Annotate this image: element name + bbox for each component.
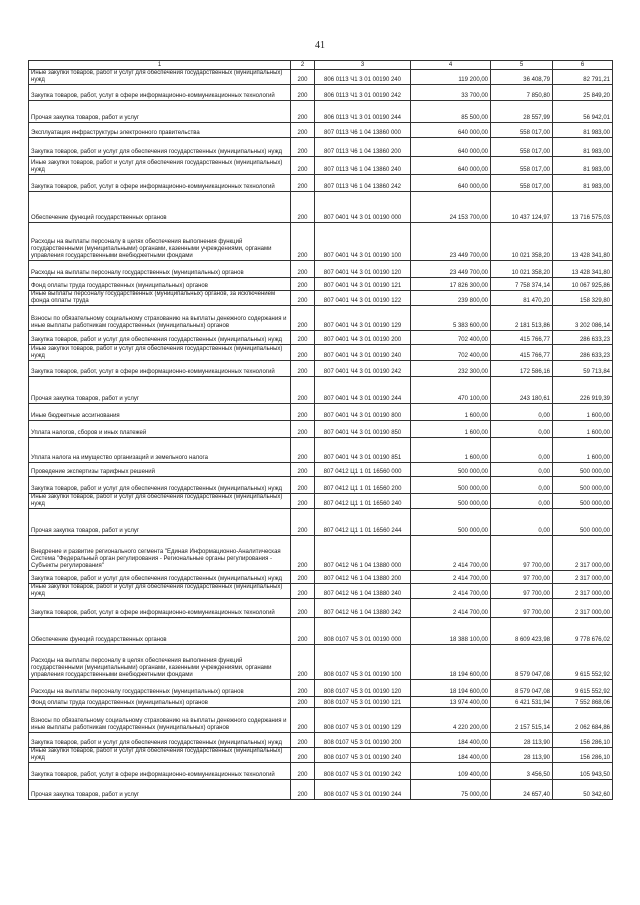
- row-name-cell: Взносы по обязательному социальному страхованию на выплаты денежного содержания и иные выплаты работникам государственных (муниципальных) органов: [29, 708, 291, 733]
- row-plan-cell: 18 194 600,00: [411, 645, 491, 680]
- row-name-cell: Прочая закупка товаров, работ и услуг: [29, 509, 291, 536]
- row-code-cell: 200: [291, 494, 315, 509]
- table-row: [29, 748, 613, 763]
- row-plan-cell: 232 300,00: [411, 361, 491, 377]
- table-row: [29, 223, 613, 261]
- row-fact-cell: 6 421 531,94: [491, 697, 553, 708]
- row-fact-cell: 10 021 358,20: [491, 261, 553, 278]
- row-remainder-cell: 286 633,23: [553, 345, 613, 361]
- row-plan-cell: 5 383 600,00: [411, 306, 491, 331]
- table-row: [29, 361, 613, 377]
- row-fact-cell: 7 850,80: [491, 85, 553, 101]
- row-code-cell: 200: [291, 463, 315, 477]
- row-fact-cell: 10 021 358,20: [491, 223, 553, 261]
- row-plan-cell: 500 000,00: [411, 463, 491, 477]
- row-name-cell: Обеспечение функций государственных органов: [29, 618, 291, 645]
- row-fact-cell: 3 456,50: [491, 763, 553, 780]
- row-fact-cell: 8 609 423,98: [491, 618, 553, 645]
- table-row: [29, 421, 613, 438]
- row-fact-cell: 0,00: [491, 421, 553, 438]
- row-remainder-cell: 2 317 000,00: [553, 599, 613, 618]
- row-kbk-cell: 807 0401 Ч4 3 01 00190 129: [315, 306, 411, 331]
- row-fact-cell: 0,00: [491, 494, 553, 509]
- row-kbk-cell: 807 0412 Ч6 1 04 13880 000: [315, 536, 411, 571]
- row-name-cell: Закупка товаров, работ и услуг для обеспечения государственных (муниципальных) нужд: [29, 571, 291, 584]
- row-kbk-cell: 807 0401 Ч4 3 01 00190 242: [315, 361, 411, 377]
- row-code-cell: 200: [291, 584, 315, 599]
- row-code-cell: 200: [291, 101, 315, 123]
- row-plan-cell: 24 153 700,00: [411, 192, 491, 223]
- row-code-cell: 200: [291, 748, 315, 763]
- row-code-cell: 200: [291, 763, 315, 780]
- row-kbk-cell: 808 0107 Ч5 3 01 00190 100: [315, 645, 411, 680]
- row-remainder-cell: 3 202 086,14: [553, 306, 613, 331]
- row-code-cell: 200: [291, 361, 315, 377]
- table-row: [29, 599, 613, 618]
- row-fact-cell: 24 657,40: [491, 780, 553, 800]
- row-remainder-cell: 9 778 676,02: [553, 618, 613, 645]
- table-row: [29, 733, 613, 748]
- column-header: 1: [29, 61, 291, 70]
- table-row: [29, 645, 613, 680]
- row-code-cell: 200: [291, 291, 315, 306]
- row-kbk-cell: 807 0113 Ч6 1 04 13860 000: [315, 123, 411, 138]
- column-header: 3: [315, 61, 411, 70]
- table-row: [29, 477, 613, 494]
- row-kbk-cell: 807 0401 Ч4 3 01 00190 122: [315, 291, 411, 306]
- row-kbk-cell: 808 0107 Ч5 3 01 00190 121: [315, 697, 411, 708]
- row-remainder-cell: 81 983,00: [553, 175, 613, 192]
- table-row: [29, 331, 613, 345]
- row-remainder-cell: 156 286,10: [553, 733, 613, 748]
- row-kbk-cell: 808 0107 Ч5 3 01 00190 120: [315, 680, 411, 697]
- row-kbk-cell: 807 0412 Ц1 1 01 16560 200: [315, 477, 411, 494]
- row-code-cell: 200: [291, 733, 315, 748]
- column-header: 6: [553, 61, 613, 70]
- row-plan-cell: 23 449 700,00: [411, 261, 491, 278]
- row-remainder-cell: 500 000,00: [553, 463, 613, 477]
- row-plan-cell: 702 400,00: [411, 345, 491, 361]
- row-code-cell: 200: [291, 571, 315, 584]
- row-remainder-cell: 82 791,21: [553, 70, 613, 85]
- row-plan-cell: 2 414 700,00: [411, 571, 491, 584]
- row-code-cell: 200: [291, 138, 315, 157]
- row-plan-cell: 2 414 700,00: [411, 536, 491, 571]
- row-name-cell: Расходы на выплаты персоналу в целях обеспечения выполнения функций государственными (муниципальными) органами, казенными учреждениями, органами управления государственными внебюджетными фондами: [29, 645, 291, 680]
- row-plan-cell: 500 000,00: [411, 494, 491, 509]
- row-code-cell: 200: [291, 421, 315, 438]
- row-plan-cell: 640 000,00: [411, 138, 491, 157]
- table-row: [29, 291, 613, 306]
- row-kbk-cell: 807 0412 Ц1 1 01 16560 240: [315, 494, 411, 509]
- table-row: [29, 618, 613, 645]
- row-code-cell: 200: [291, 261, 315, 278]
- row-code-cell: 200: [291, 697, 315, 708]
- row-remainder-cell: 105 943,50: [553, 763, 613, 780]
- row-fact-cell: 28 113,90: [491, 748, 553, 763]
- row-code-cell: 200: [291, 85, 315, 101]
- row-code-cell: 200: [291, 599, 315, 618]
- row-plan-cell: 640 000,00: [411, 175, 491, 192]
- row-plan-cell: 500 000,00: [411, 477, 491, 494]
- row-kbk-cell: 807 0113 Ч6 1 04 13860 240: [315, 157, 411, 175]
- row-plan-cell: 184 400,00: [411, 733, 491, 748]
- row-plan-cell: 640 000,00: [411, 157, 491, 175]
- table-row: [29, 494, 613, 509]
- table-row: [29, 509, 613, 536]
- row-code-cell: 200: [291, 509, 315, 536]
- table-row: [29, 306, 613, 331]
- row-code-cell: 200: [291, 278, 315, 291]
- row-code-cell: 200: [291, 438, 315, 463]
- row-name-cell: Закупка товаров, работ и услуг для обеспечения государственных (муниципальных) нужд: [29, 477, 291, 494]
- row-remainder-cell: 1 600,00: [553, 404, 613, 421]
- row-code-cell: 200: [291, 404, 315, 421]
- table-row: [29, 261, 613, 278]
- table-row: [29, 278, 613, 291]
- row-kbk-cell: 807 0412 Ц1 1 01 16560 244: [315, 509, 411, 536]
- row-plan-cell: 239 800,00: [411, 291, 491, 306]
- row-name-cell: Эксплуатация инфраструктуры электронного правительства: [29, 123, 291, 138]
- row-fact-cell: 28 113,90: [491, 733, 553, 748]
- row-plan-cell: 109 400,00: [411, 763, 491, 780]
- table-row: [29, 70, 613, 85]
- row-kbk-cell: 807 0401 Ч4 3 01 00190 121: [315, 278, 411, 291]
- table-row: [29, 780, 613, 800]
- row-name-cell: Иные закупки товаров, работ и услуг для обеспечения государственных (муниципальных) нужд: [29, 748, 291, 763]
- row-plan-cell: 1 600,00: [411, 421, 491, 438]
- row-name-cell: Иные закупки товаров, работ и услуг для обеспечения государственных (муниципальных) нужд: [29, 494, 291, 509]
- row-plan-cell: 2 414 700,00: [411, 599, 491, 618]
- row-code-cell: 200: [291, 645, 315, 680]
- row-name-cell: Закупка товаров, работ, услуг в сфере информационно-коммуникационных технологий: [29, 763, 291, 780]
- row-fact-cell: 558 017,00: [491, 157, 553, 175]
- row-fact-cell: 0,00: [491, 477, 553, 494]
- row-plan-cell: 33 700,00: [411, 85, 491, 101]
- row-name-cell: Закупка товаров, работ и услуг для обеспечения государственных (муниципальных) нужд: [29, 733, 291, 748]
- table-row: [29, 345, 613, 361]
- table-row: [29, 584, 613, 599]
- row-kbk-cell: 807 0401 Ч4 3 01 00190 240: [315, 345, 411, 361]
- row-remainder-cell: 13 428 341,80: [553, 223, 613, 261]
- row-kbk-cell: 808 0107 Ч5 3 01 00190 000: [315, 618, 411, 645]
- row-name-cell: Иные бюджетные ассигнования: [29, 404, 291, 421]
- row-fact-cell: 10 437 124,97: [491, 192, 553, 223]
- table-row: [29, 571, 613, 584]
- row-name-cell: Уплата налога на имущество организаций и земельного налога: [29, 438, 291, 463]
- row-kbk-cell: 808 0107 Ч5 3 01 00190 129: [315, 708, 411, 733]
- row-code-cell: 200: [291, 192, 315, 223]
- row-remainder-cell: 2 317 000,00: [553, 536, 613, 571]
- row-kbk-cell: 808 0107 Ч5 3 01 00190 200: [315, 733, 411, 748]
- row-fact-cell: 415 766,77: [491, 345, 553, 361]
- row-name-cell: Прочая закупка товаров, работ и услуг: [29, 101, 291, 123]
- row-plan-cell: 119 200,00: [411, 70, 491, 85]
- table-row: [29, 680, 613, 697]
- row-remainder-cell: 9 615 552,92: [553, 645, 613, 680]
- row-kbk-cell: 807 0401 Ч4 3 01 00190 244: [315, 377, 411, 404]
- row-remainder-cell: 10 067 925,86: [553, 278, 613, 291]
- row-plan-cell: 75 000,00: [411, 780, 491, 800]
- row-kbk-cell: 808 0107 Ч5 3 01 00190 244: [315, 780, 411, 800]
- row-fact-cell: 0,00: [491, 463, 553, 477]
- row-name-cell: Проведение экспертизы тарифных решений: [29, 463, 291, 477]
- row-fact-cell: 8 579 047,08: [491, 680, 553, 697]
- row-plan-cell: 13 974 400,00: [411, 697, 491, 708]
- row-fact-cell: 415 766,77: [491, 331, 553, 345]
- row-fact-cell: 2 157 515,14: [491, 708, 553, 733]
- row-name-cell: Закупка товаров, работ, услуг в сфере информационно-коммуникационных технологий: [29, 85, 291, 101]
- row-name-cell: Расходы на выплаты персоналу государственных (муниципальных) органов: [29, 261, 291, 278]
- table-row: [29, 763, 613, 780]
- row-name-cell: Фонд оплаты труда государственных (муниципальных) органов: [29, 697, 291, 708]
- row-fact-cell: 97 700,00: [491, 599, 553, 618]
- row-code-cell: 200: [291, 123, 315, 138]
- row-name-cell: Иные выплаты персоналу государственных (муниципальных) органов, за исключением фонда оплаты труда: [29, 291, 291, 306]
- row-remainder-cell: 7 552 868,06: [553, 697, 613, 708]
- row-name-cell: Прочая закупка товаров, работ и услуг: [29, 377, 291, 404]
- row-code-cell: 200: [291, 708, 315, 733]
- row-code-cell: 200: [291, 536, 315, 571]
- row-code-cell: 200: [291, 175, 315, 192]
- row-kbk-cell: 807 0401 Ч4 3 01 00190 120: [315, 261, 411, 278]
- row-remainder-cell: 1 600,00: [553, 438, 613, 463]
- row-kbk-cell: 806 0113 Ч1 3 01 00190 240: [315, 70, 411, 85]
- table-row: [29, 404, 613, 421]
- row-remainder-cell: 500 000,00: [553, 477, 613, 494]
- row-kbk-cell: 808 0107 Ч5 3 01 00190 240: [315, 748, 411, 763]
- row-fact-cell: 81 470,20: [491, 291, 553, 306]
- row-remainder-cell: 50 342,60: [553, 780, 613, 800]
- page-number: 41: [315, 40, 325, 51]
- row-kbk-cell: 807 0412 Ч6 1 04 13880 242: [315, 599, 411, 618]
- row-plan-cell: 18 194 600,00: [411, 680, 491, 697]
- row-code-cell: 200: [291, 223, 315, 261]
- row-remainder-cell: 59 713,84: [553, 361, 613, 377]
- row-remainder-cell: 25 849,20: [553, 85, 613, 101]
- row-name-cell: Иные закупки товаров, работ и услуг для обеспечения государственных (муниципальных) нужд: [29, 70, 291, 85]
- row-kbk-cell: 807 0412 Ч6 1 04 13880 240: [315, 584, 411, 599]
- table-row: [29, 438, 613, 463]
- row-name-cell: Закупка товаров, работ и услуг для обеспечения государственных (муниципальных) нужд: [29, 331, 291, 345]
- row-code-cell: 200: [291, 680, 315, 697]
- row-plan-cell: 4 220 200,00: [411, 708, 491, 733]
- row-name-cell: Иные закупки товаров, работ и услуг для обеспечения государственных (муниципальных) нужд: [29, 584, 291, 599]
- row-fact-cell: 172 586,16: [491, 361, 553, 377]
- row-kbk-cell: 807 0113 Ч6 1 04 13860 200: [315, 138, 411, 157]
- row-kbk-cell: 807 0401 Ч4 3 01 00190 850: [315, 421, 411, 438]
- row-fact-cell: 2 181 513,86: [491, 306, 553, 331]
- row-name-cell: Иные закупки товаров, работ и услуг для обеспечения государственных (муниципальных) нужд: [29, 157, 291, 175]
- row-fact-cell: 97 700,00: [491, 536, 553, 571]
- row-fact-cell: 97 700,00: [491, 571, 553, 584]
- row-remainder-cell: 56 942,01: [553, 101, 613, 123]
- row-code-cell: 200: [291, 70, 315, 85]
- row-name-cell: Обеспечение функций государственных органов: [29, 192, 291, 223]
- row-kbk-cell: 807 0412 Ч6 1 04 13880 200: [315, 571, 411, 584]
- row-code-cell: 200: [291, 331, 315, 345]
- row-name-cell: Закупка товаров, работ, услуг в сфере информационно-коммуникационных технологий: [29, 361, 291, 377]
- row-fact-cell: 0,00: [491, 404, 553, 421]
- row-fact-cell: 8 579 047,08: [491, 645, 553, 680]
- row-name-cell: Расходы на выплаты персоналу государственных (муниципальных) органов: [29, 680, 291, 697]
- row-remainder-cell: 81 983,00: [553, 157, 613, 175]
- row-remainder-cell: 2 317 000,00: [553, 584, 613, 599]
- row-fact-cell: 7 758 374,14: [491, 278, 553, 291]
- row-remainder-cell: 226 919,39: [553, 377, 613, 404]
- row-plan-cell: 17 826 300,00: [411, 278, 491, 291]
- row-remainder-cell: 158 329,80: [553, 291, 613, 306]
- row-remainder-cell: 286 633,23: [553, 331, 613, 345]
- row-name-cell: Расходы на выплаты персоналу в целях обеспечения выполнения функций государственными (муниципальными) органами, казенными учреждениями, органами управления государственными внебюджетными фондами: [29, 223, 291, 261]
- row-fact-cell: 243 180,61: [491, 377, 553, 404]
- row-plan-cell: 1 600,00: [411, 438, 491, 463]
- row-fact-cell: 558 017,00: [491, 123, 553, 138]
- row-kbk-cell: 807 0412 Ц1 1 01 16560 000: [315, 463, 411, 477]
- table-row: [29, 101, 613, 123]
- row-name-cell: Внедрение и развитие регионального сегмента "Единая Информационно-Аналитическая Система "Федеральный орган регулирования - Региональные органы регулирования - Субъекты регулирования": [29, 536, 291, 571]
- row-fact-cell: 558 017,00: [491, 138, 553, 157]
- row-remainder-cell: 156 286,10: [553, 748, 613, 763]
- row-kbk-cell: 807 0401 Ч4 3 01 00190 851: [315, 438, 411, 463]
- row-plan-cell: 640 000,00: [411, 123, 491, 138]
- row-kbk-cell: 808 0107 Ч5 3 01 00190 242: [315, 763, 411, 780]
- table-row: [29, 377, 613, 404]
- row-remainder-cell: 81 983,00: [553, 138, 613, 157]
- row-fact-cell: 36 408,79: [491, 70, 553, 85]
- table-row: [29, 123, 613, 138]
- row-kbk-cell: 807 0401 Ч4 3 01 00190 000: [315, 192, 411, 223]
- row-kbk-cell: 807 0401 Ч4 3 01 00190 800: [315, 404, 411, 421]
- table-row: [29, 536, 613, 571]
- budget-table: [28, 60, 613, 800]
- column-header: 4: [411, 61, 491, 70]
- row-kbk-cell: 806 0113 Ч1 3 01 00190 244: [315, 101, 411, 123]
- row-plan-cell: 2 414 700,00: [411, 584, 491, 599]
- row-remainder-cell: 500 000,00: [553, 494, 613, 509]
- row-remainder-cell: 2 317 000,00: [553, 571, 613, 584]
- row-name-cell: Взносы по обязательному социальному страхованию на выплаты денежного содержания и иные выплаты работникам государственных (муниципальных) органов: [29, 306, 291, 331]
- row-remainder-cell: 1 600,00: [553, 421, 613, 438]
- row-code-cell: 200: [291, 345, 315, 361]
- row-name-cell: Уплата налогов, сборов и иных платежей: [29, 421, 291, 438]
- table-row: [29, 138, 613, 157]
- row-plan-cell: 23 449 700,00: [411, 223, 491, 261]
- row-kbk-cell: 807 0113 Ч6 1 04 13860 242: [315, 175, 411, 192]
- row-remainder-cell: 81 983,00: [553, 123, 613, 138]
- row-name-cell: Фонд оплаты труда государственных (муниципальных) органов: [29, 278, 291, 291]
- table-row: [29, 175, 613, 192]
- table-row: [29, 697, 613, 708]
- row-plan-cell: 184 400,00: [411, 748, 491, 763]
- row-plan-cell: 18 388 100,00: [411, 618, 491, 645]
- row-kbk-cell: 807 0401 Ч4 3 01 00190 200: [315, 331, 411, 345]
- table-row: [29, 708, 613, 733]
- row-code-cell: 200: [291, 780, 315, 800]
- row-fact-cell: 0,00: [491, 509, 553, 536]
- row-remainder-cell: 13 716 575,03: [553, 192, 613, 223]
- table-row: [29, 192, 613, 223]
- row-plan-cell: 1 600,00: [411, 404, 491, 421]
- table-header-row: [29, 61, 613, 70]
- row-fact-cell: 97 700,00: [491, 584, 553, 599]
- row-name-cell: Закупка товаров, работ, услуг в сфере информационно-коммуникационных технологий: [29, 175, 291, 192]
- row-remainder-cell: 9 615 552,92: [553, 680, 613, 697]
- row-code-cell: 200: [291, 477, 315, 494]
- row-remainder-cell: 500 000,00: [553, 509, 613, 536]
- row-code-cell: 200: [291, 306, 315, 331]
- row-plan-cell: 85 500,00: [411, 101, 491, 123]
- row-name-cell: Иные закупки товаров, работ и услуг для обеспечения государственных (муниципальных) нужд: [29, 345, 291, 361]
- row-remainder-cell: 13 428 341,80: [553, 261, 613, 278]
- row-name-cell: Закупка товаров, работ и услуг для обеспечения государственных (муниципальных) нужд: [29, 138, 291, 157]
- table-row: [29, 85, 613, 101]
- row-name-cell: Прочая закупка товаров, работ и услуг: [29, 780, 291, 800]
- row-plan-cell: 500 000,00: [411, 509, 491, 536]
- table-row: [29, 157, 613, 175]
- row-code-cell: 200: [291, 377, 315, 404]
- table-row: [29, 463, 613, 477]
- row-fact-cell: 558 017,00: [491, 175, 553, 192]
- row-name-cell: Закупка товаров, работ, услуг в сфере информационно-коммуникационных технологий: [29, 599, 291, 618]
- row-code-cell: 200: [291, 157, 315, 175]
- row-fact-cell: 28 557,99: [491, 101, 553, 123]
- row-plan-cell: 470 100,00: [411, 377, 491, 404]
- column-header: 2: [291, 61, 315, 70]
- row-kbk-cell: 807 0401 Ч4 3 01 00190 100: [315, 223, 411, 261]
- row-fact-cell: 0,00: [491, 438, 553, 463]
- row-remainder-cell: 2 062 684,86: [553, 708, 613, 733]
- column-header: 5: [491, 61, 553, 70]
- row-kbk-cell: 806 0113 Ч1 3 01 00190 242: [315, 85, 411, 101]
- row-plan-cell: 702 400,00: [411, 331, 491, 345]
- row-code-cell: 200: [291, 618, 315, 645]
